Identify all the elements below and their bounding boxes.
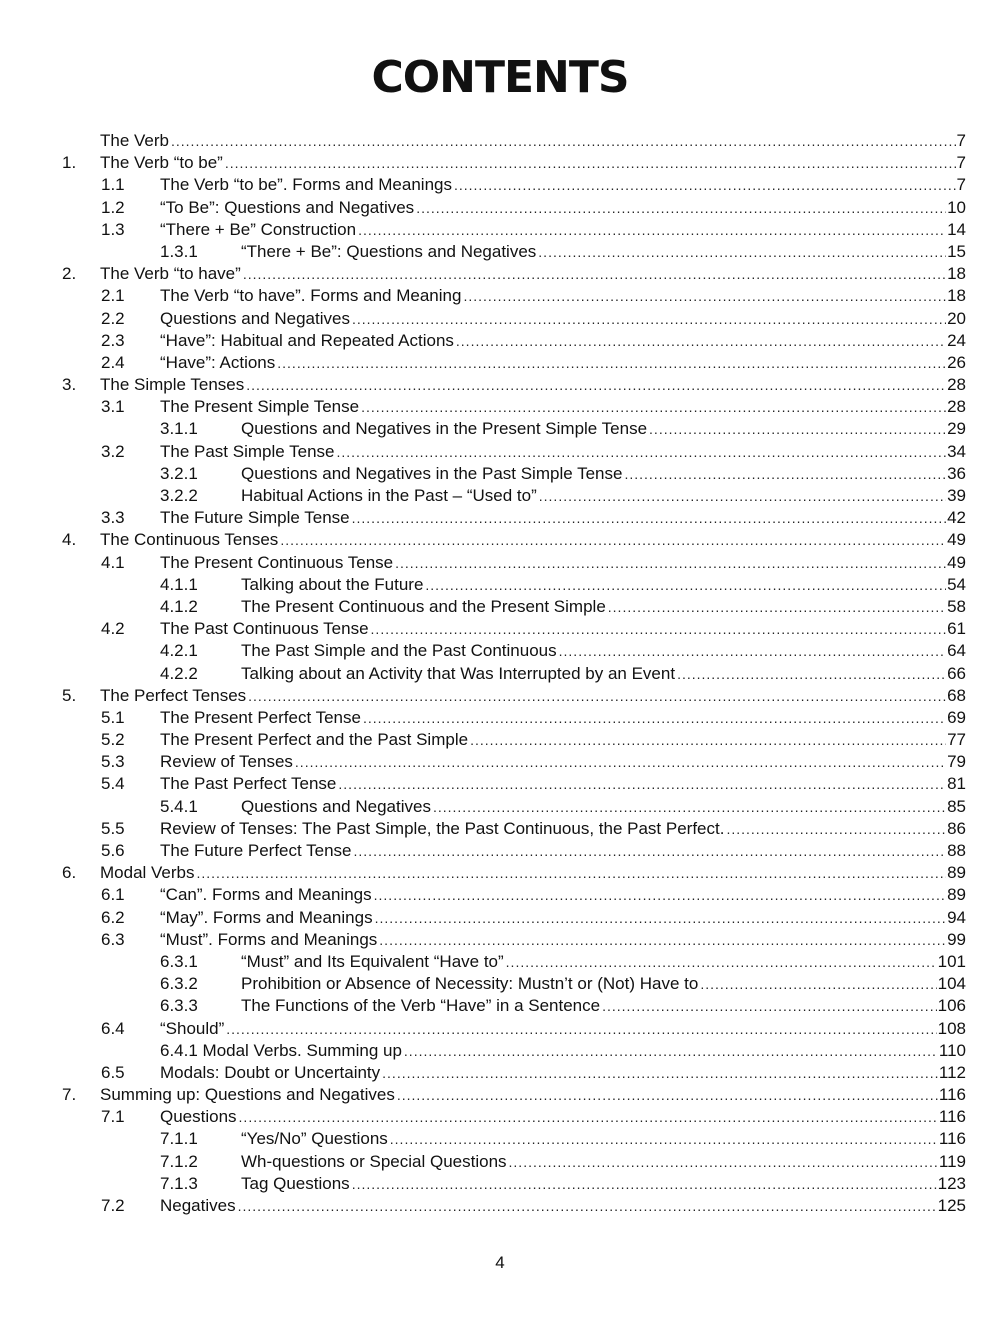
toc-entry-page: 66	[947, 663, 966, 683]
toc-entry-line	[160, 552, 966, 574]
toc-entry	[0, 840, 1000, 862]
toc-entry-title: Wh-questions or Special Questions	[241, 1151, 507, 1171]
toc-entry-line	[241, 463, 966, 485]
dot-leader	[390, 1128, 938, 1150]
toc-entry-line	[160, 174, 966, 196]
dot-leader	[225, 152, 956, 174]
toc-entry	[0, 1018, 1000, 1040]
toc-entry-title: The Present Continuous Tense	[160, 552, 394, 572]
toc-entry-number: 5.6	[101, 841, 125, 860]
toc-entry	[0, 862, 1000, 884]
toc-entry-page: 106	[937, 996, 966, 1016]
dot-leader	[509, 1151, 938, 1173]
toc-entry	[0, 907, 1000, 929]
toc-entry-page: 88	[947, 841, 966, 860]
toc-entry-line	[241, 663, 966, 685]
toc-entry	[0, 152, 1000, 174]
toc-entry-number: 1.3.1	[160, 241, 198, 261]
dot-leader	[677, 663, 946, 685]
dot-leader	[506, 951, 937, 973]
toc-entry-number: 5.1	[101, 707, 125, 727]
toc-entry-page: 110	[938, 1040, 966, 1060]
toc-entry-page: 7	[956, 175, 966, 195]
toc-entry-page: 112	[938, 1062, 966, 1082]
toc-entry-title: The Future Simple Tense	[160, 508, 350, 528]
toc-entry	[0, 929, 1000, 951]
toc-entry	[0, 884, 1000, 906]
toc-entry-line	[100, 862, 966, 884]
toc-entry-title: The Present Continuous and the Present Simple	[241, 596, 606, 616]
toc-entry	[0, 751, 1000, 773]
toc-entry	[0, 818, 1000, 840]
toc-entry-title: Negatives	[160, 1196, 236, 1215]
toc-entry	[0, 308, 1000, 330]
toc-entry-line	[160, 1040, 966, 1062]
dot-leader	[375, 907, 947, 929]
toc-entry	[0, 1040, 1000, 1062]
toc-entry-number: 3.1.1	[160, 419, 198, 439]
dot-leader	[226, 1018, 936, 1040]
dot-leader	[371, 618, 947, 640]
toc-entry-number: 7.1.3	[160, 1173, 198, 1193]
toc-entry-line	[160, 907, 966, 929]
toc-entry-number: 7.2	[101, 1196, 125, 1215]
toc-entry-number: 4.1.2	[160, 596, 198, 616]
toc-entry	[0, 374, 1000, 396]
dot-leader	[404, 1040, 938, 1062]
toc-entry-line	[241, 574, 966, 596]
toc-entry-page: 108	[937, 1018, 966, 1038]
toc-entry-number: 2.	[62, 264, 77, 284]
toc-entry-page: 68	[947, 685, 966, 705]
toc-entry	[0, 396, 1000, 418]
toc-entry-number: 2.3	[101, 330, 125, 350]
toc-entry-line	[160, 308, 966, 330]
toc-entry-title: Talking about the Future	[241, 574, 424, 594]
toc-entry-title: The Past Simple Tense	[160, 441, 335, 461]
toc-entry-line	[160, 729, 966, 751]
toc-entry-title: Questions and Negatives	[241, 796, 431, 816]
toc-entry	[0, 463, 1000, 485]
toc-entry	[0, 729, 1000, 751]
toc-entry-line	[100, 374, 966, 396]
toc-entry-number: 5.3	[101, 752, 125, 772]
toc-entry-number: 6.3.3	[160, 996, 198, 1016]
dot-leader	[277, 352, 946, 374]
toc-entry-line	[241, 418, 966, 440]
toc-entry-number: 1.1	[101, 175, 125, 195]
toc-entry-title: “To Be”: Questions and Negatives	[160, 197, 415, 217]
toc-entry-line	[100, 685, 966, 707]
toc-entry-line	[100, 263, 966, 285]
toc-entry-number: 4.2	[101, 619, 125, 639]
toc-entry-page: 116	[938, 1129, 966, 1149]
toc-entry-title: The Verb	[100, 131, 169, 150]
dot-leader	[361, 396, 946, 418]
toc-entry-number: 6.5	[101, 1062, 125, 1082]
toc-entry	[0, 1084, 1000, 1106]
toc-entry-line	[241, 241, 966, 263]
toc-entry-number: 4.	[62, 530, 77, 550]
toc-entry-line	[100, 1084, 966, 1106]
toc-entry-page: 116	[938, 1107, 966, 1127]
toc-entry-line	[160, 1018, 966, 1040]
dot-leader	[470, 729, 946, 751]
dot-leader	[248, 685, 946, 707]
toc-entry-number: 3.	[62, 375, 77, 395]
toc-entry-title: “Can”. Forms and Meanings	[160, 885, 372, 905]
dot-leader	[425, 574, 946, 596]
toc-entry-page: 125	[937, 1196, 966, 1215]
dot-leader	[456, 330, 946, 352]
toc-entry-page: 58	[947, 596, 966, 616]
toc-entry-number: 4.1	[101, 552, 125, 572]
dot-leader	[280, 529, 946, 551]
toc-entry-line	[160, 929, 966, 951]
dot-leader	[538, 241, 946, 263]
dot-leader	[238, 1195, 937, 1217]
toc-entry-page: 42	[947, 508, 966, 528]
toc-entry-title: The Present Perfect and the Past Simple	[160, 730, 469, 750]
toc-entry	[0, 995, 1000, 1017]
toc-entry	[0, 263, 1000, 285]
toc-entry-page: 94	[947, 907, 966, 927]
dot-leader	[608, 596, 946, 618]
toc-entry-title: The Verb “to have”	[100, 264, 241, 284]
toc-entry	[0, 552, 1000, 574]
toc-entry-title: Review of Tenses: The Past Simple, the Past Continuous, the Past Perfect.	[160, 818, 725, 838]
toc-entry-page: 39	[947, 486, 966, 505]
toc-entry-line	[241, 640, 966, 662]
toc-entry-line	[160, 707, 966, 729]
toc-entry-title: The Functions of the Verb “Have” in a Sentence	[241, 996, 601, 1016]
toc-entry-title: The Present Simple Tense	[160, 397, 360, 417]
toc-entry-line	[160, 352, 966, 374]
toc-entry-title: The Past Perfect Tense	[160, 774, 337, 794]
dot-leader	[624, 463, 946, 485]
toc-entry-title: The Verb “to be”	[100, 153, 223, 173]
toc-entry-line	[241, 995, 966, 1017]
dot-leader	[463, 285, 946, 307]
toc-entry-page: 10	[947, 197, 966, 217]
toc-entry-title: The Verb “to be”. Forms and Meanings	[160, 175, 452, 195]
dot-leader	[539, 485, 946, 507]
dot-leader	[243, 263, 946, 285]
toc-entry-line	[160, 1062, 966, 1084]
toc-entry	[0, 796, 1000, 818]
toc-entry-page: 14	[947, 219, 966, 239]
toc-entry	[0, 130, 1000, 152]
toc-entry	[0, 1151, 1000, 1173]
page-number: 4	[495, 1253, 505, 1272]
toc-entry-title: Summing up: Questions and Negatives	[100, 1085, 395, 1105]
toc-entry-title: “Must” and Its Equivalent “Have to”	[241, 951, 504, 971]
toc-entry	[0, 174, 1000, 196]
toc-entry-page: 86	[947, 818, 966, 838]
toc-entry-page: 104	[937, 974, 966, 994]
toc-entry-page: 26	[947, 352, 966, 372]
toc-entry	[0, 707, 1000, 729]
toc-entry-line	[160, 197, 966, 219]
toc-entry-number: 7.1.2	[160, 1151, 198, 1171]
toc-entry-line	[241, 1128, 966, 1150]
toc-entry-title: “Have”: Actions	[160, 352, 276, 372]
dot-leader	[379, 929, 946, 951]
toc-entry-title: Questions and Negatives in the Present Simple Tense	[241, 419, 648, 439]
dot-leader	[337, 441, 947, 463]
toc-entry-number: 6.2	[101, 907, 125, 927]
dot-leader	[295, 751, 946, 773]
toc-entry-page: 18	[947, 264, 966, 284]
toc-entry-line	[160, 285, 966, 307]
toc-entry-page: 15	[947, 241, 966, 261]
toc-entry-title: “Have”: Habitual and Repeated Actions	[160, 330, 454, 350]
toc-entry-line	[160, 818, 966, 840]
toc-entry-number: 4.2.2	[160, 663, 198, 683]
toc-entry-number: 6.4	[101, 1018, 125, 1038]
toc-entry	[0, 197, 1000, 219]
toc-entry-number: 7.1	[101, 1107, 125, 1127]
toc-entry	[0, 352, 1000, 374]
toc-entry	[0, 574, 1000, 596]
toc-entry-page: 29	[947, 419, 966, 439]
toc-entry-title: The Future Perfect Tense	[160, 841, 352, 860]
dot-leader	[363, 707, 946, 729]
toc-entry-number: 6.3	[101, 929, 125, 949]
toc-entry-title: Habitual Actions in the Past – “Used to”	[241, 486, 537, 505]
toc-entry	[0, 1195, 1000, 1217]
toc-entry	[0, 1106, 1000, 1128]
dot-leader	[374, 884, 946, 906]
toc-entry-title: The Perfect Tenses	[100, 685, 247, 705]
toc-entry-page: 7	[956, 153, 966, 173]
dot-leader	[338, 773, 946, 795]
toc-entry-title: Talking about an Activity that Was Interrupted by an Event	[241, 663, 676, 683]
dot-leader	[416, 197, 946, 219]
toc-entry-page: 119	[938, 1151, 966, 1171]
toc-entry-number: 1.3	[101, 219, 125, 239]
toc-entry	[0, 1128, 1000, 1150]
toc-entry-number: 6.3.2	[160, 974, 198, 994]
toc-entry-title: The Verb “to have”. Forms and Meaning	[160, 286, 462, 306]
toc-entry-page: 64	[947, 641, 966, 661]
toc-entry-line	[241, 796, 966, 818]
toc-entry-title: The Past Continuous Tense	[160, 619, 369, 639]
dot-leader	[382, 1062, 938, 1084]
toc-entry-title: Tag Questions	[241, 1173, 350, 1193]
page-title: CONTENTS	[371, 52, 629, 103]
toc-entry-page: 61	[947, 619, 966, 639]
toc-entry-number: 7.	[62, 1085, 77, 1105]
toc-entry-number: 2.4	[101, 352, 125, 372]
toc-entry-title: The Present Perfect Tense	[160, 707, 361, 727]
toc-entry-number: 6.	[62, 863, 77, 883]
toc-entry-page: 123	[937, 1173, 966, 1193]
toc-entry	[0, 973, 1000, 995]
toc-entry	[0, 285, 1000, 307]
dot-leader	[352, 507, 946, 529]
toc-entry-number: 2.2	[101, 308, 125, 328]
dot-leader	[171, 130, 956, 152]
dot-leader	[649, 418, 946, 440]
dot-leader	[352, 1173, 937, 1195]
toc-entry-line	[160, 840, 966, 862]
toc-entry-page: 49	[947, 552, 966, 572]
toc-entry-number: 3.2	[101, 441, 125, 461]
toc-entry	[0, 441, 1000, 463]
toc-entry	[0, 663, 1000, 685]
toc-entry-number: 2.1	[101, 286, 125, 306]
toc-entry	[0, 529, 1000, 551]
dot-leader	[454, 174, 956, 196]
toc-entry-page: 28	[947, 375, 966, 395]
toc-entry-line	[160, 618, 966, 640]
toc-entry-line	[100, 130, 966, 152]
toc-entry	[0, 330, 1000, 352]
toc-entry-page: 89	[947, 885, 966, 905]
toc-entry	[0, 951, 1000, 973]
toc-entry-title: Prohibition or Absence of Necessity: Mustn’t or (Not) Have to	[241, 974, 699, 994]
dot-leader	[354, 840, 947, 862]
toc-entry-title: The Past Simple and the Past Continuous	[241, 641, 557, 661]
toc-entry-number: 7.1.1	[160, 1129, 198, 1149]
toc-entry-number: 6.3.1	[160, 951, 198, 971]
dot-leader	[358, 219, 946, 241]
toc-entry-number: 1.2	[101, 197, 125, 217]
toc-entry-line	[160, 330, 966, 352]
dot-leader	[700, 973, 936, 995]
toc-entry-title: “Should”	[160, 1018, 225, 1038]
toc-entry-number: 4.1.1	[160, 574, 198, 594]
toc-entry-number: 3.3	[101, 508, 125, 528]
toc-entry-number: 5.4.1	[160, 796, 198, 816]
dot-leader	[239, 1106, 938, 1128]
toc-entry-number: 5.4	[101, 774, 125, 794]
toc-entry-line	[160, 1195, 966, 1217]
toc-entry-page: 79	[947, 752, 966, 772]
toc-entry-title: The Continuous Tenses	[100, 530, 279, 550]
toc-entry-title: “There + Be” Construction	[160, 219, 357, 239]
toc-entry-page: 36	[947, 463, 966, 483]
toc-entry-line	[241, 1151, 966, 1173]
toc-entry-line	[160, 884, 966, 906]
toc-entry-number: 5.	[62, 685, 77, 705]
toc-entry-line	[241, 951, 966, 973]
toc-entry-line	[160, 396, 966, 418]
dot-leader	[726, 818, 946, 840]
toc-entry	[0, 485, 1000, 507]
toc-entry	[0, 219, 1000, 241]
toc-entry-page: 7	[956, 131, 966, 150]
toc-entry	[0, 596, 1000, 618]
toc-entry-title: “Yes/No” Questions	[241, 1129, 388, 1149]
toc-entry-title: Modal Verbs	[100, 863, 195, 883]
dot-leader	[352, 308, 946, 330]
toc-entry-number: 5.2	[101, 730, 125, 750]
dot-leader	[559, 640, 946, 662]
toc-entry-page: 54	[947, 574, 966, 594]
dot-leader	[397, 1084, 938, 1106]
toc-entry	[0, 418, 1000, 440]
toc-entry-title: Questions	[160, 1107, 237, 1127]
table-of-contents	[0, 130, 1000, 1217]
toc-entry-title: Questions and Negatives	[160, 308, 350, 328]
toc-entry-title: Modals: Doubt or Uncertainty	[160, 1062, 381, 1082]
dot-leader	[197, 862, 947, 884]
toc-entry-line	[160, 1106, 966, 1128]
toc-entry-page: 18	[947, 286, 966, 306]
toc-entry-line	[241, 973, 966, 995]
toc-entry	[0, 685, 1000, 707]
toc-entry	[0, 1062, 1000, 1084]
toc-entry-number: 4.2.1	[160, 641, 198, 661]
toc-entry-line	[241, 1173, 966, 1195]
toc-entry	[0, 507, 1000, 529]
toc-entry-title: “Must”. Forms and Meanings	[160, 929, 378, 949]
toc-entry-number: 3.1	[101, 397, 125, 417]
toc-entry	[0, 1173, 1000, 1195]
toc-entry-line	[241, 596, 966, 618]
toc-entry-page: 34	[947, 441, 966, 461]
toc-entry-number: 3.2.1	[160, 463, 198, 483]
toc-entry	[0, 618, 1000, 640]
toc-entry-page: 24	[947, 330, 966, 350]
toc-entry-line	[160, 507, 966, 529]
toc-entry-number: 5.5	[101, 818, 125, 838]
toc-entry-page: 99	[947, 929, 966, 949]
toc-entry-number: 1.	[62, 153, 77, 173]
toc-entry-line	[241, 485, 966, 507]
toc-entry-page: 69	[947, 707, 966, 727]
toc-entry-line	[100, 529, 966, 551]
toc-entry	[0, 640, 1000, 662]
toc-entry-number: 3.2.2	[160, 486, 198, 505]
dot-leader	[246, 374, 946, 396]
toc-entry-title: Review of Tenses	[160, 752, 293, 772]
toc-entry-line	[160, 751, 966, 773]
toc-entry-page: 77	[947, 730, 966, 750]
toc-entry-number: 6.1	[101, 885, 125, 905]
toc-entry	[0, 241, 1000, 263]
toc-entry	[0, 773, 1000, 795]
toc-entry-title: Questions and Negatives in the Past Simple Tense	[241, 463, 623, 483]
toc-entry-page: 20	[947, 308, 966, 328]
dot-leader	[433, 796, 946, 818]
toc-entry-page: 49	[947, 530, 966, 550]
toc-entry-line	[100, 152, 966, 174]
toc-entry-page: 116	[938, 1085, 966, 1105]
toc-entry-line	[160, 441, 966, 463]
dot-leader	[395, 552, 946, 574]
toc-entry-page: 85	[947, 796, 966, 816]
toc-entry-line	[160, 219, 966, 241]
toc-entry-page: 28	[947, 397, 966, 417]
toc-entry-title: The Simple Tenses	[100, 375, 245, 395]
toc-entry-title: “There + Be”: Questions and Negatives	[241, 241, 537, 261]
toc-entry-title: 6.4.1 Modal Verbs. Summing up	[160, 1040, 402, 1060]
dot-leader	[602, 995, 937, 1017]
toc-entry-page: 81	[947, 774, 966, 794]
toc-entry-page: 101	[937, 951, 966, 971]
toc-entry-page: 89	[947, 863, 966, 883]
toc-entry-line	[160, 773, 966, 795]
toc-entry-title: “May”. Forms and Meanings	[160, 907, 373, 927]
